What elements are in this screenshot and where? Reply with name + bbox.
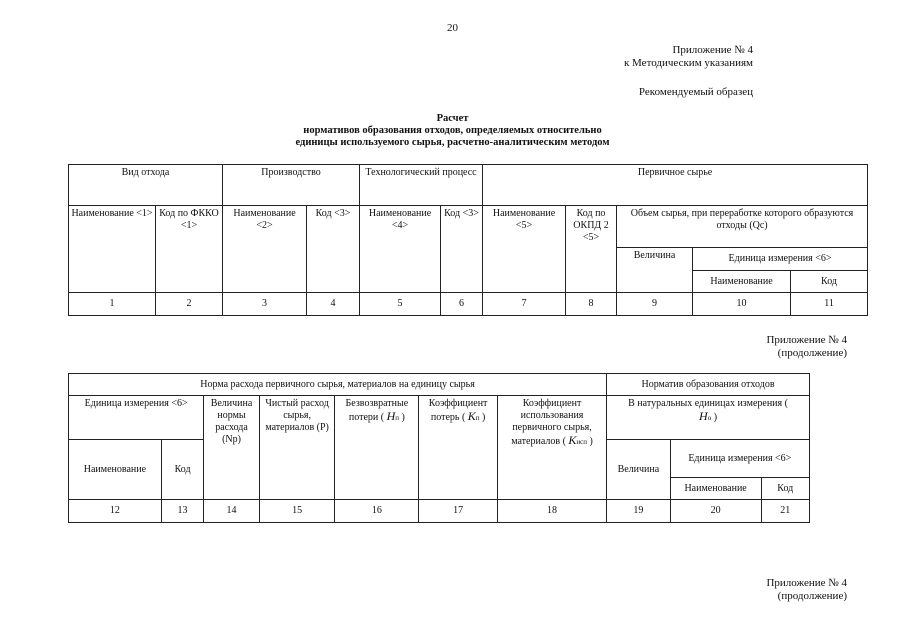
document-title [0,113,905,149]
col-number: 2 [156,293,223,316]
col-use-coefficient: Коэффициент использования первичного сырья, материалов ( Кисп ) [497,396,606,500]
appendix-line1: Приложение № 4 [672,44,753,56]
col-number: 9 [617,293,693,316]
title-line1: Расчет [436,113,469,124]
col-fkko-code: Код по ФККО <1> [156,206,223,293]
col-unit-name: Наименование [693,271,791,293]
col-unit-code: Код [791,271,868,293]
col-natural-unit: Единица измерения <6> [670,440,809,478]
appendix-header [624,44,753,70]
col-raw-name: Наименование <5> [483,206,566,293]
col-number: 4 [307,293,360,316]
header-tech-process: Технологический процесс [360,165,483,206]
col-raw-volume: Объем сырья, при переработке которого образуются отходы (Qc) [617,206,868,248]
col-number: 15 [259,500,335,523]
col-irrecoverable-losses: Безвозвратные потери ( Нп ) [335,396,419,500]
table-raw-materials [68,164,868,316]
col-number: 6 [441,293,483,316]
header-norm-waste: Норматив образования отходов [607,374,810,396]
col-waste-name: Наименование <1> [69,206,156,293]
col-unit-code: Код [161,440,203,500]
page-number: 20 [447,22,458,34]
continuation2-line2: (продолжение) [777,590,847,602]
col-number: 1 [69,293,156,316]
col-number: 16 [335,500,419,523]
col-production-code: Код <3> [307,206,360,293]
col-natural-unit-code: Код [761,478,809,500]
col-production-name: Наименование <2> [223,206,307,293]
col-number: 7 [483,293,566,316]
col-number: 3 [223,293,307,316]
col-process-code: Код <3> [441,206,483,293]
col-volume-unit: Единица измерения <6> [693,248,868,271]
col-natural-value: Величина [607,440,671,500]
col-number: 10 [693,293,791,316]
col-number: 19 [607,500,671,523]
col-number: 20 [670,500,761,523]
col-net-consumption: Чистый расход сырья, материалов (Р) [259,396,335,500]
table2-number-row [69,500,810,523]
col-number: 14 [204,500,260,523]
header-raw-material: Первичное сырье [483,165,868,206]
continuation2-line1: Приложение № 4 [766,577,847,589]
col-number: 17 [419,500,498,523]
recommended-label: Рекомендуемый образец [638,86,753,98]
col-loss-coefficient: Коэффициент потерь ( Кп ) [419,396,498,500]
continuation-line1: Приложение № 4 [766,334,847,346]
col-unit-name: Наименование [69,440,162,500]
col-unit: Единица измерения <6> [69,396,204,440]
header-production: Производство [223,165,360,206]
appendix-line2: к Методическим указаниям [623,57,753,69]
header-norm-rate: Норма расхода первичного сырья, материалов на единицу сырья [69,374,607,396]
col-number: 5 [360,293,441,316]
col-norm-value: Величина нормы расхода (Nр) [204,396,260,500]
title-line2: нормативов образования отходов, определяемых относительно [303,125,602,136]
continuation-label [766,334,847,360]
col-number: 12 [69,500,162,523]
col-natural-unit-name: Наименование [670,478,761,500]
continuation-line2: (продолжение) [777,347,847,359]
col-volume-value: Величина [617,248,693,293]
col-number: 21 [761,500,809,523]
col-number: 13 [161,500,203,523]
col-number: 11 [791,293,868,316]
col-okpd-code: Код по ОКПД 2 <5> [566,206,617,293]
continuation-label-bottom [766,577,847,603]
title-line3: единицы используемого сырья, расчетно-аналитическим методом [295,137,610,148]
table-consumption-norms [68,373,810,523]
col-process-name: Наименование <4> [360,206,441,293]
header-waste-type: Вид отхода [69,165,223,206]
col-number: 8 [566,293,617,316]
col-number: 18 [497,500,606,523]
table1-number-row [69,293,868,316]
col-natural-units: В натуральных единицах измерения ( Но ) [607,396,810,440]
